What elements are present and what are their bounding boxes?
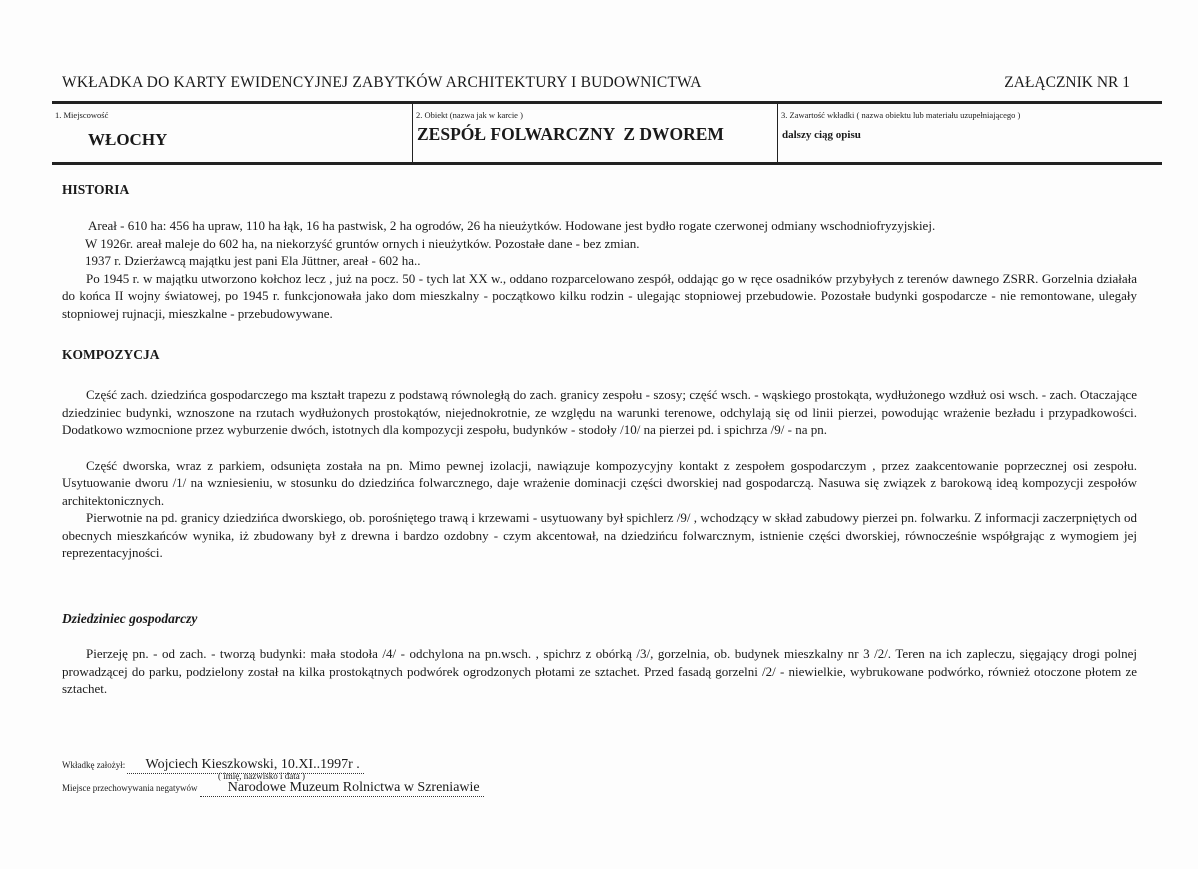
storage-line [62,780,484,797]
paragraph: W 1926r. areał maleje do 602 ha, na niekorzyść gruntów ornych i nieużytków. Pozostałe dane - bez zmian. [85,235,640,251]
annex-number: ZAŁĄCZNIK NR 1 [1004,74,1130,91]
founder-value: Wojciech Kieszkowski, 10.XI..1997r . [127,757,363,774]
field-contents [778,104,1162,162]
paragraph: Część zach. dziedzińca gospodarczego ma kształt trapezu z podstawą równoległą do zach. granicy zespołu - szosy; część wsch. - wąskiego prostokąta, wydłużonego wzdłuż osi wsch. - zach. Otaczające dziedziniec budynki, wznoszone na rzutach wydłużonych prostokątów, niejednokrotnie, ze względu na warunki terenowe, odchylają się od linii pierzei, powodując wrażenie bezładu i przypadkowości. Dodatkowo wzmocnione przez wyburzenie dwóch, istotnych dla kompozycji zespołu, budynków - stodoły /10/ na pierzei pd. i spichrza /9/ - na pn. [62,387,1137,437]
dziedziniec-text [62,645,1137,698]
kompozycja-text [62,386,1137,562]
historia-text [62,217,1137,322]
storage-label: Miejsce przechowywania negatywów [62,783,198,793]
founder-label: Wkładkę założył: [62,760,126,770]
founder-line [62,757,364,774]
founder-hint: ( imię, nazwisko i data ) [218,771,305,781]
field-value: dalszy ciąg opisu [782,129,861,141]
field-object [413,104,778,162]
document-title: WKŁADKA DO KARTY EWIDENCYJNEJ ZABYTKÓW ARCHITEKTURY I BUDOWNICTWA [62,74,702,91]
storage-value: Narodowe Muzeum Rolnictwa w Szreniawie [200,780,484,797]
paragraph: Po 1945 r. w majątku utworzono kołchoz lecz , już na pocz. 50 - tych lat XX w., oddano rozparcelowano zespół, oddając go w ręce osadników przybyłych z terenów dawnego ZSRR. Gorzelnia działała do końca II wojny światowej, po 1945 r. funkcjonowała jako dom mieszkalny - początkowo kilku rodzin - ulegając stopniowej przebudowie. Pozostałe budynki gospodarcze - nie remontowane, ulegały stopniowej rujnacji, mieszkalne - przebudowywane. [62,270,1137,321]
field-value: ZESPÓŁ FOLWARCZNY Z DWOREM [417,124,724,144]
field-value: WŁOCHY [88,130,168,149]
section-heading-kompozycja: KOMPOZYCJA [62,347,160,362]
field-label: 1. Miejscowość [55,110,109,120]
paragraph: Część dworska, wraz z parkiem, odsunięta została na pn. Mimo pewnej izolacji, nawiązuje kompozycyjny kontakt z zespołem gospodarczym , przez zaakcentowanie poprzecznej osi zespołu. Usytuowanie dworu /1/ na wzniesieniu, w stosunku do dziedzińca folwarcznego, daje wrażenie dominacji części dworskiej nad gospodarczą. Nasuwa się związek z barokową ideą kompozycji zespołów architektonicznych. [62,457,1137,508]
paragraph: 1937 r. Dzierżawcą majątku jest pani Ela Jüttner, areał - 602 ha.. [85,253,421,268]
section-heading-historia: HISTORIA [62,182,130,197]
field-label: 3. Zawartość wkładki ( nazwa obiektu lub materiału uzupełniającego ) [781,110,1021,120]
field-label: 2. Obiekt (nazwa jak w karcie ) [416,110,523,120]
paragraph: Pierzeję pn. - od zach. - tworzą budynki: mała stodoła /4/ - odchylona na pn.wsch. , spichrz z obórką /3/, gorzelnia, ob. budynek mieszkalny nr 3 /2/. Teren na ich zapleczu, sięgający drogi polnej prowadzącej do parku, podzielony został na kilka prostokątnych podwórek ogrodzonych płotami ze sztachet. Przed fasadą gorzelni /2/ - niewielkie, wybrukowane podwórko, również otoczone płotem ze sztachet. [62,646,1137,696]
subsection-heading-dziedziniec: Dziedziniec gospodarczy [62,611,198,626]
paragraph: Pierwotnie na pd. granicy dziedzińca dworskiego, ob. porośniętego trawą i krzewami - usytuowany był spichlerz /9/ , wchodzący w skład zabudowy pierzei pn. folwarku. Z informacji zaczerpniętych od obecnych mieszkańców wynika, iż zbudowany był z drewna i bardzo ozdobny - czym akcentował, na dziedzińcu folwarcznym, istnienie części dworskiej, równocześnie współgrając z wymogiem jej reprezentacyjności. [62,510,1137,560]
paragraph: Areał - 610 ha: 456 ha upraw, 110 ha łąk, 16 ha pastwisk, 2 ha ogrodów, 26 ha nieużytków. Hodowane jest bydło rogate czerwonej odmiany wschodniofryzyjskiej. [88,218,936,233]
header-fields-table [52,101,1162,165]
field-locality [52,104,413,162]
